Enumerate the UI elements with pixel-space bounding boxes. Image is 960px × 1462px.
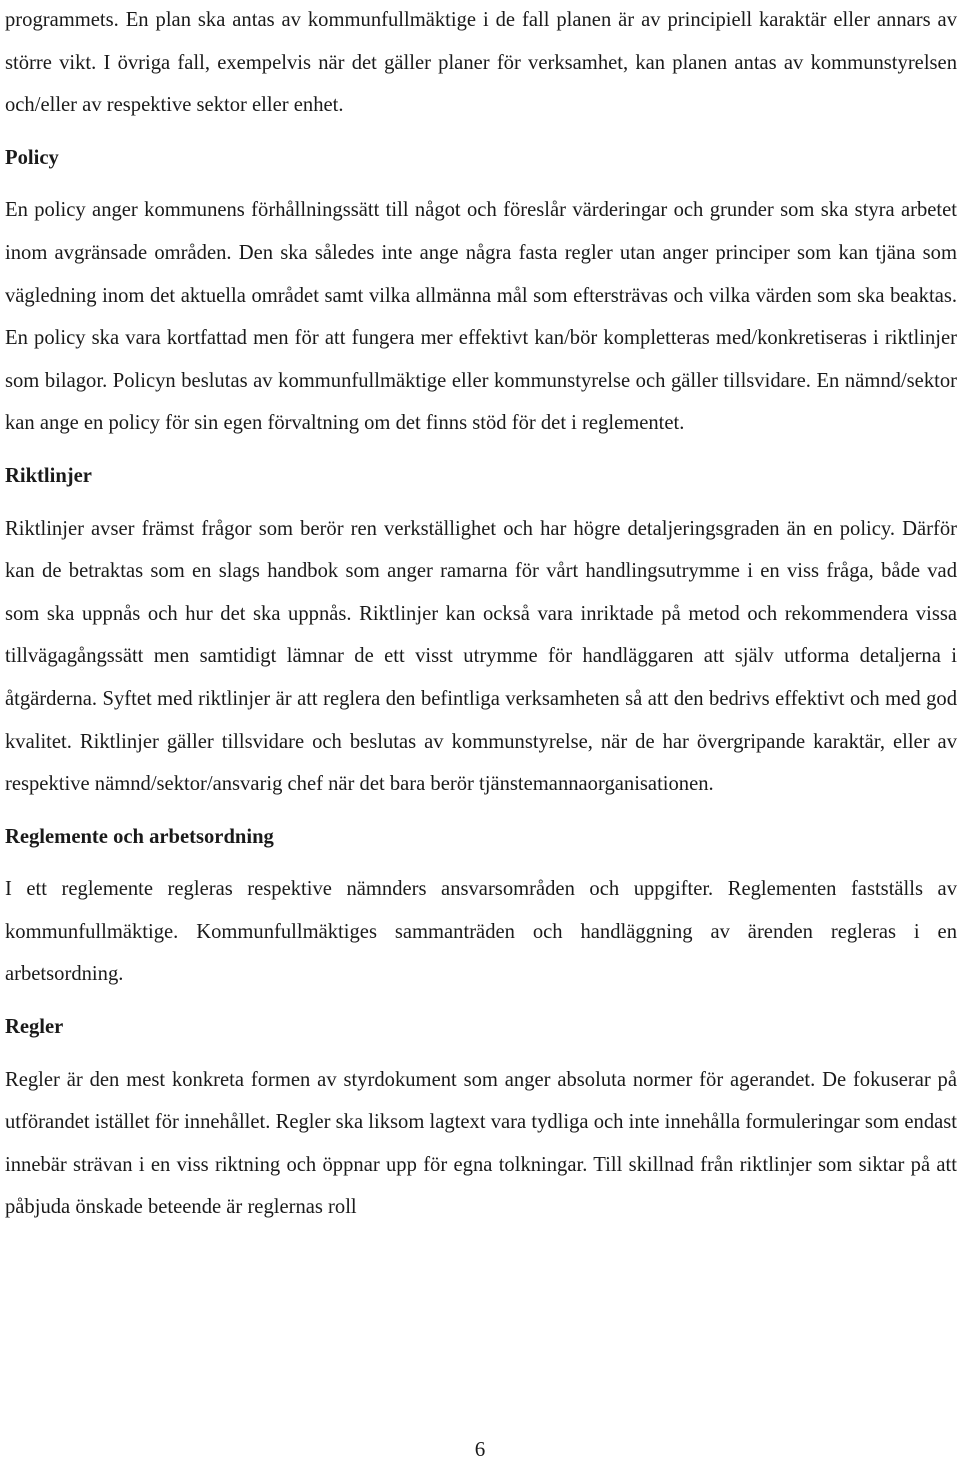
page-number: 6 bbox=[474, 1437, 486, 1461]
document-page bbox=[5, 0, 957, 1229]
section-heading-riktlinjer: Riktlinjer bbox=[5, 464, 92, 487]
section-body-policy: En policy anger kommunens förhållningssätt till något och föreslår värderingar och grunder som ska styra arbetet inom avgränsade områden. Den ska således inte ange några fasta regler utan anger principer som kan tjäna som vägledning inom det aktuella området samt vilka allmänna mål som eftersträvas och vilka värden som ska beaktas. En policy ska vara kortfattad men för att fungera mer effektivt kan/bör kompletteras med/konkretiseras i riktlinjer som bilagor. Policyn beslutas av kommunfullmäktige eller kommunstyrelse och gäller tillsvidare. En nämnd/sektor kan ange en policy för sin egen förvaltning om det finns stöd för det i reglementet. bbox=[5, 199, 957, 435]
section-heading-policy: Policy bbox=[5, 146, 59, 169]
section-heading-regler: Regler bbox=[5, 1016, 64, 1039]
intro-paragraph: programmets. En plan ska antas av kommunfullmäktige i de fall planen är av principiell karaktär eller annars av större vikt. I övriga fall, exempelvis när det gäller planer för verksamhet, kan planen antas av kommunstyrelsen och/eller av respektive sektor eller enhet. bbox=[5, 9, 957, 117]
section-body-riktlinjer: Riktlinjer avser främst frågor som berör ren verkställighet och har högre detaljeringsgraden än en policy. Därför kan de betraktas som en slags handbok som anger ramarna för vårt handlingsutrymme i en viss fråga, både vad som ska uppnås och hur det ska uppnås. Riktlinjer kan också vara inriktade på metod och rekommendera vissa tillvägagångssätt men samtidigt lämnar de ett visst utrymme för handläggaren att själv utforma detaljerna i åtgärderna. Syftet med riktlinjer är att reglera den befintliga verksamheten så att den bedrivs effektivt och med god kvalitet. Riktlinjer gäller tillsvidare och beslutas av kommunstyrelse, när de har övergripande karaktär, eller av respektive nämnd/sektor/ansvarig chef när det bara berör tjänstemannaorganisationen. bbox=[5, 517, 957, 796]
section-body-reglemente: I ett reglemente regleras respektive nämnders ansvarsområden och uppgifter. Reglementen fastställs av kommunfullmäktige. Kommunfullmäktiges sammanträden och handläggning av ärenden regleras i en arbetsordning. bbox=[5, 878, 957, 986]
section-heading-reglemente: Reglemente och arbetsordning bbox=[5, 825, 274, 848]
section-body-regler: Regler är den mest konkreta formen av styrdokument som anger absoluta normer för agerandet. De fokuserar på utförandet istället för innehållet. Regler ska liksom lagtext vara tydliga och inte innehålla formuleringar som endast innebär strävan i en viss riktning och öppnar upp för egna tolkningar. Till skillnad från riktlinjer som siktar på att påbjuda önskade beteende är reglernas roll bbox=[5, 1068, 957, 1219]
